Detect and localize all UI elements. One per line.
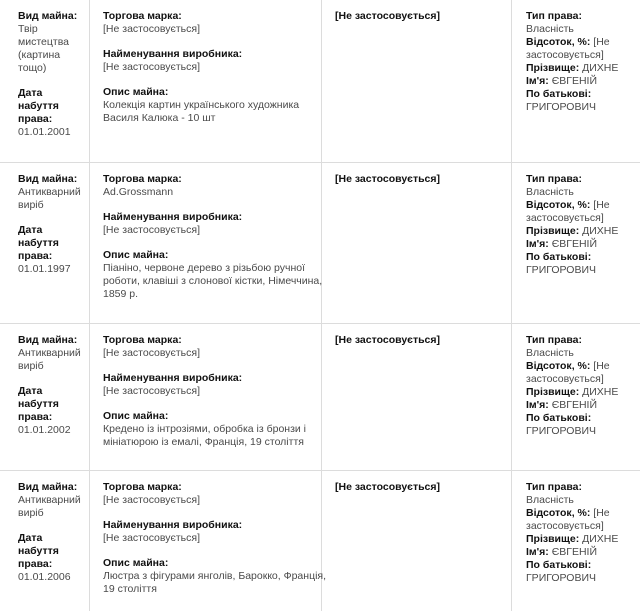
acquisition-label: набуття <box>18 545 59 557</box>
acquisition-date: 01.01.2006 <box>18 571 71 583</box>
acquisition-label: права: <box>18 250 53 262</box>
acquisition-label: Дата <box>18 224 43 236</box>
surname-label: Прізвище: <box>526 386 580 398</box>
ownership-cell <box>512 324 640 470</box>
right-type-value: Власність <box>526 186 574 198</box>
surname-value: ДИХНЕ <box>582 533 619 545</box>
share-label: Відсоток, %: <box>526 360 591 372</box>
acquisition-label: набуття <box>18 100 59 112</box>
property-type-value: тощо) <box>18 62 47 74</box>
not-applicable-value: [Не застосовується] <box>335 334 441 346</box>
share-value: [Не <box>593 507 610 519</box>
acquisition-date: 01.01.2002 <box>18 424 71 436</box>
property-type-value: виріб <box>18 507 44 519</box>
trademark-value: Ad.Grossmann <box>103 186 174 198</box>
trademark-label: Торгова марка: <box>103 334 182 346</box>
property-details-cell <box>90 324 322 470</box>
property-details-cell <box>90 471 327 611</box>
property-type-value: Твір <box>18 23 38 35</box>
table-row <box>0 471 640 611</box>
patronymic-label: По батькові: <box>526 251 592 263</box>
acquisition-label: права: <box>18 113 53 125</box>
right-type-value: Власність <box>526 494 574 506</box>
description-label: Опис майна: <box>103 249 169 261</box>
acquisition-label: права: <box>18 558 53 570</box>
not-applicable-value: [Не застосовується] <box>335 481 441 493</box>
trademark-value: [Не застосовується] <box>103 347 200 359</box>
not-applicable-cell <box>322 471 512 611</box>
property-type-value: мистецтва <box>18 36 69 48</box>
not-applicable-value: [Не застосовується] <box>335 10 441 22</box>
right-type-value: Власність <box>526 347 574 359</box>
patronymic-value: ГРИГОРОВИЧ <box>526 264 596 276</box>
trademark-value: [Не застосовується] <box>103 494 200 506</box>
manufacturer-label: Найменування виробника: <box>103 211 243 223</box>
not-applicable-value: [Не застосовується] <box>335 173 441 185</box>
table-row <box>0 163 640 324</box>
property-type-value: Антикварний <box>18 347 81 359</box>
property-type-label: Вид майна: <box>18 481 78 493</box>
patronymic-label: По батькові: <box>526 559 592 571</box>
description-line: Кредено із інтрозіями, обробка із бронзи і <box>103 423 307 435</box>
trademark-value: [Не застосовується] <box>103 23 200 35</box>
property-type-cell <box>0 163 90 323</box>
description-line: Колекція картин українського художника <box>103 99 300 111</box>
surname-label: Прізвище: <box>526 533 580 545</box>
manufacturer-value: [Не застосовується] <box>103 532 200 544</box>
share-value: застосовується] <box>526 520 604 532</box>
description-label: Опис майна: <box>103 86 169 98</box>
acquisition-label: права: <box>18 411 53 423</box>
description-line: роботи, клавіші з слонової кістки, Німеччина, <box>103 275 323 287</box>
right-type-value: Власність <box>526 23 574 35</box>
share-value: [Не <box>593 360 610 372</box>
name-value: ЄВГЕНІЙ <box>551 238 598 250</box>
property-type-cell <box>0 0 90 162</box>
not-applicable-cell <box>322 324 512 470</box>
surname-label: Прізвище: <box>526 225 580 237</box>
share-value: застосовується] <box>526 212 604 224</box>
manufacturer-value: [Не застосовується] <box>103 224 200 236</box>
property-type-value: виріб <box>18 199 44 211</box>
acquisition-label: набуття <box>18 398 59 410</box>
name-value: ЄВГЕНІЙ <box>551 399 598 411</box>
property-type-value: виріб <box>18 360 44 372</box>
property-type-value: (картина <box>18 49 61 61</box>
acquisition-label: Дата <box>18 87 43 99</box>
table-row <box>0 0 640 163</box>
description-line: мініатюрою із емалі, Франція, 19 століття <box>103 436 304 448</box>
ownership-cell <box>512 471 640 611</box>
manufacturer-value: [Не застосовується] <box>103 61 200 73</box>
property-type-cell <box>0 471 90 611</box>
right-type-label: Тип права: <box>526 10 582 22</box>
property-type-value: Антикварний <box>18 186 81 198</box>
manufacturer-label: Найменування виробника: <box>103 372 243 384</box>
right-type-label: Тип права: <box>526 334 582 346</box>
name-label: Ім'я: <box>526 75 549 87</box>
name-value: ЄВГЕНІЙ <box>551 75 598 87</box>
share-label: Відсоток, %: <box>526 36 591 48</box>
acquisition-label: Дата <box>18 385 43 397</box>
manufacturer-value: [Не застосовується] <box>103 385 200 397</box>
surname-value: ДИХНЕ <box>582 62 619 74</box>
surname-label: Прізвище: <box>526 62 580 74</box>
description-label: Опис майна: <box>103 410 169 422</box>
name-value: ЄВГЕНІЙ <box>551 546 598 558</box>
surname-value: ДИХНЕ <box>582 225 619 237</box>
patronymic-value: ГРИГОРОВИЧ <box>526 425 596 437</box>
name-label: Ім'я: <box>526 399 549 411</box>
property-type-label: Вид майна: <box>18 10 78 22</box>
not-applicable-cell <box>322 0 512 162</box>
description-label: Опис майна: <box>103 557 169 569</box>
patronymic-value: ГРИГОРОВИЧ <box>526 572 596 584</box>
property-type-label: Вид майна: <box>18 334 78 346</box>
share-value: [Не <box>593 36 610 48</box>
share-value: застосовується] <box>526 373 604 385</box>
description-line: Люстра з фігурами янголів, Бароккo, Франція, <box>103 570 327 582</box>
description-line: Василя Калюка - 10 шт <box>103 112 216 124</box>
property-type-value: Антикварний <box>18 494 81 506</box>
name-label: Ім'я: <box>526 546 549 558</box>
trademark-label: Торгова марка: <box>103 173 182 185</box>
property-type-cell <box>0 324 90 470</box>
not-applicable-cell <box>322 163 512 323</box>
trademark-label: Торгова марка: <box>103 10 182 22</box>
acquisition-label: Дата <box>18 532 43 544</box>
share-value: [Не <box>593 199 610 211</box>
acquisition-date: 01.01.2001 <box>18 126 71 138</box>
trademark-label: Торгова марка: <box>103 481 182 493</box>
share-label: Відсоток, %: <box>526 507 591 519</box>
manufacturer-label: Найменування виробника: <box>103 48 243 60</box>
name-label: Ім'я: <box>526 238 549 250</box>
surname-value: ДИХНЕ <box>582 386 619 398</box>
description-line: 1859 р. <box>103 288 139 300</box>
description-line: Піаніно, червоне дерево з різьбою ручної <box>103 262 306 274</box>
acquisition-date: 01.01.1997 <box>18 263 71 275</box>
right-type-label: Тип права: <box>526 481 582 493</box>
share-label: Відсоток, %: <box>526 199 591 211</box>
description-line: 19 століття <box>103 583 157 595</box>
patronymic-label: По батькові: <box>526 88 592 100</box>
share-value: застосовується] <box>526 49 604 61</box>
acquisition-label: набуття <box>18 237 59 249</box>
manufacturer-label: Найменування виробника: <box>103 519 243 531</box>
property-type-label: Вид майна: <box>18 173 78 185</box>
patronymic-value: ГРИГОРОВИЧ <box>526 101 596 113</box>
property-details-cell <box>90 163 322 323</box>
patronymic-label: По батькові: <box>526 412 592 424</box>
ownership-cell <box>512 0 640 162</box>
property-details-cell <box>90 0 322 162</box>
right-type-label: Тип права: <box>526 173 582 185</box>
ownership-cell <box>512 163 640 323</box>
table-row <box>0 324 640 471</box>
